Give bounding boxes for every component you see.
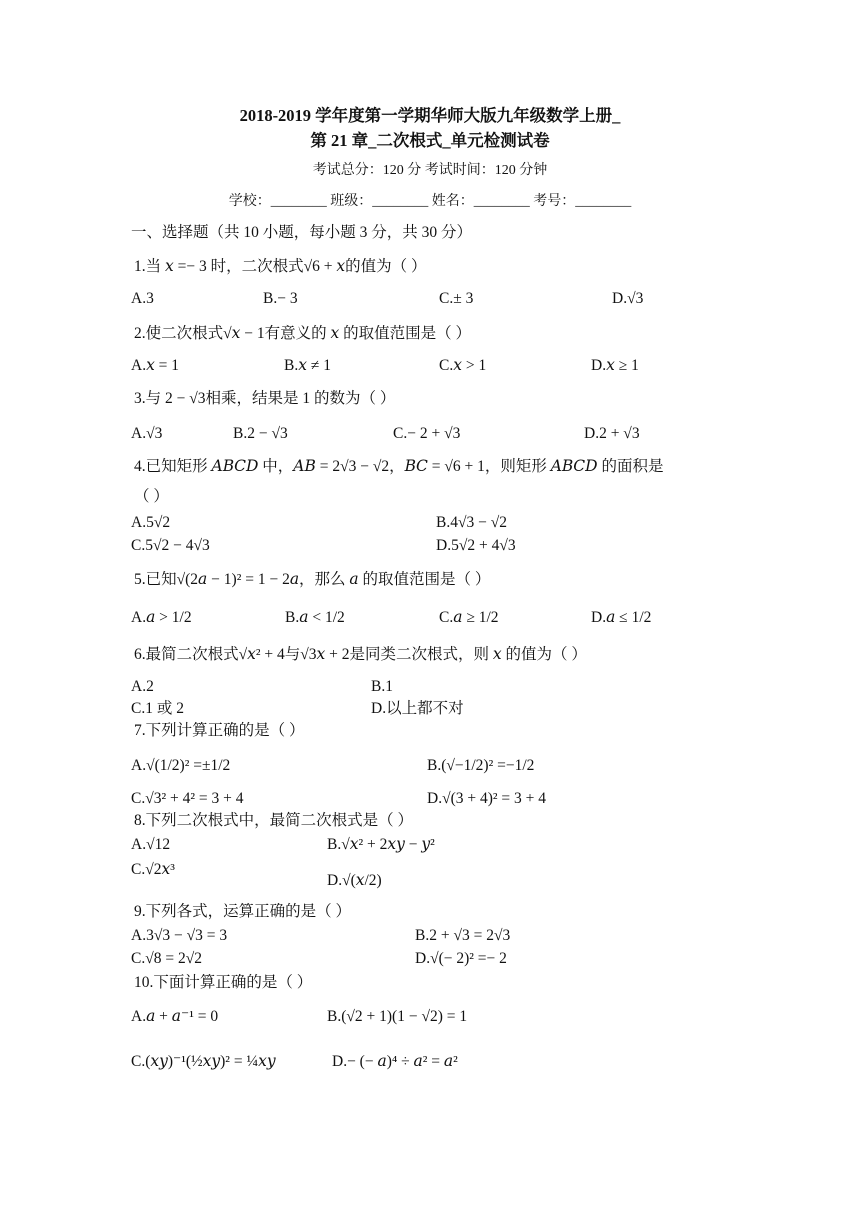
q1-option-b: B.− 3 (263, 290, 298, 307)
q7-option-a: A.√(1/2)² =±1/2 (131, 757, 231, 774)
question-10-stem: 10.下面计算正确的是（ ） (134, 974, 313, 991)
question-2-stem: 2.使二次根式√𝑥 − 1有意义的 𝑥 的取值范围是（ ） (134, 325, 471, 342)
question-7-stem: 7.下列计算正确的是（ ） (134, 722, 305, 739)
title-line-1: 2018-2019 学年度第一学期华师大版九年级数学上册_ (239, 106, 621, 125)
question-4-stem-cont: （ ） (134, 488, 169, 505)
q8-option-b: B.√𝑥² + 2𝑥𝑦 − 𝑦² (327, 836, 435, 853)
q5-option-d: D.𝑎 ≤ 1/2 (591, 609, 652, 626)
q7-option-c: C.√3² + 4² = 3 + 4 (131, 790, 244, 807)
q9-option-c: C.√8 = 2√2 (131, 950, 202, 967)
question-6-stem: 6.最简二次根式√𝑥² + 4与√3𝑥 + 2是同类二次根式，则 𝑥 的值为（ ） (134, 646, 587, 663)
question-4-stem: 4.已知矩形 𝐴𝐵𝐶𝐷 中，𝐴𝐵 = 2√3 − √2，𝐵𝐶 = √6 + 1，则矩形 𝐴𝐵𝐶𝐷 的面积是 (134, 458, 664, 475)
q4-option-b: B.4√3 − √2 (436, 514, 507, 531)
q2-option-b: B.𝑥 ≠ 1 (284, 357, 331, 374)
q6-option-d: D.以上都不对 (371, 700, 464, 717)
q4-option-c: C.5√2 − 4√3 (131, 537, 210, 554)
q5-option-c: C.𝑎 ≥ 1/2 (439, 609, 499, 626)
q3-option-c: C.− 2 + √3 (393, 425, 461, 442)
student-info: 学校：________ 班级：________ 姓名：________ 考号：________ (228, 194, 632, 209)
q3-option-b: B.2 − √3 (233, 425, 288, 442)
q10-option-d: D.− (− 𝑎)⁴ ÷ 𝑎² = 𝑎² (332, 1053, 458, 1070)
q1-option-a: A.3 (131, 290, 154, 307)
title-line-2: 第 21 章_二次根式_单元检测试卷 (310, 131, 550, 150)
question-5-stem: 5.已知√(2𝑎 − 1)² = 1 − 2𝑎，那么 𝑎 的取值范围是（ ） (134, 571, 491, 588)
q6-option-c: C.1 或 2 (131, 700, 184, 717)
question-1-stem: 1.当 𝑥 =− 3 时，二次根式√6 + 𝑥的值为（ ） (134, 258, 427, 275)
question-8-stem: 8.下列二次根式中，最简二次根式是（ ） (134, 812, 414, 829)
q4-option-a: A.5√2 (131, 514, 171, 531)
q8-option-c: C.√2𝑥³ (131, 861, 175, 878)
q7-option-d: D.√(3 + 4)² = 3 + 4 (427, 790, 547, 807)
q10-option-a: A.𝑎 + 𝑎⁻¹ = 0 (131, 1008, 219, 1025)
q3-option-d: D.2 + √3 (584, 425, 640, 442)
q1-option-c: C.± 3 (439, 290, 474, 307)
q4-option-d: D.5√2 + 4√3 (436, 537, 516, 554)
q2-option-d: D.𝑥 ≥ 1 (591, 357, 639, 374)
q5-option-a: A.𝑎 > 1/2 (131, 609, 192, 626)
q10-option-c: C.(𝑥𝑦)⁻¹(½𝑥𝑦)² = ¼𝑥𝑦 (131, 1053, 276, 1070)
q5-option-b: B.𝑎 < 1/2 (285, 609, 345, 626)
q7-option-b: B.(√−1/2)² =−1/2 (427, 757, 535, 774)
question-9-stem: 9.下列各式，运算正确的是（ ） (134, 903, 352, 920)
exam-info: 考试总分：120 分 考试时间：120 分钟 (312, 163, 548, 178)
section-heading: 一、选择题（共 10 小题，每小题 3 分，共 30 分） (131, 224, 473, 241)
q3-option-a: A.√3 (131, 425, 163, 442)
q9-option-d: D.√(− 2)² =− 2 (415, 950, 507, 967)
q9-option-b: B.2 + √3 = 2√3 (415, 927, 511, 944)
q6-option-a: A.2 (131, 678, 154, 695)
question-3-stem: 3.与 2 − √3相乘，结果是 1 的数为（ ） (134, 390, 396, 407)
q10-option-b: B.(√2 + 1)(1 − √2) = 1 (327, 1008, 468, 1025)
q8-option-a: A.√12 (131, 836, 171, 853)
q8-option-d: D.√(𝑥/2) (327, 872, 382, 889)
q9-option-a: A.3√3 − √3 = 3 (131, 927, 228, 944)
q6-option-b: B.1 (371, 678, 393, 695)
q1-option-d: D.√3 (612, 290, 644, 307)
q2-option-c: C.𝑥 > 1 (439, 357, 487, 374)
q2-option-a: A.𝑥 = 1 (131, 357, 180, 374)
